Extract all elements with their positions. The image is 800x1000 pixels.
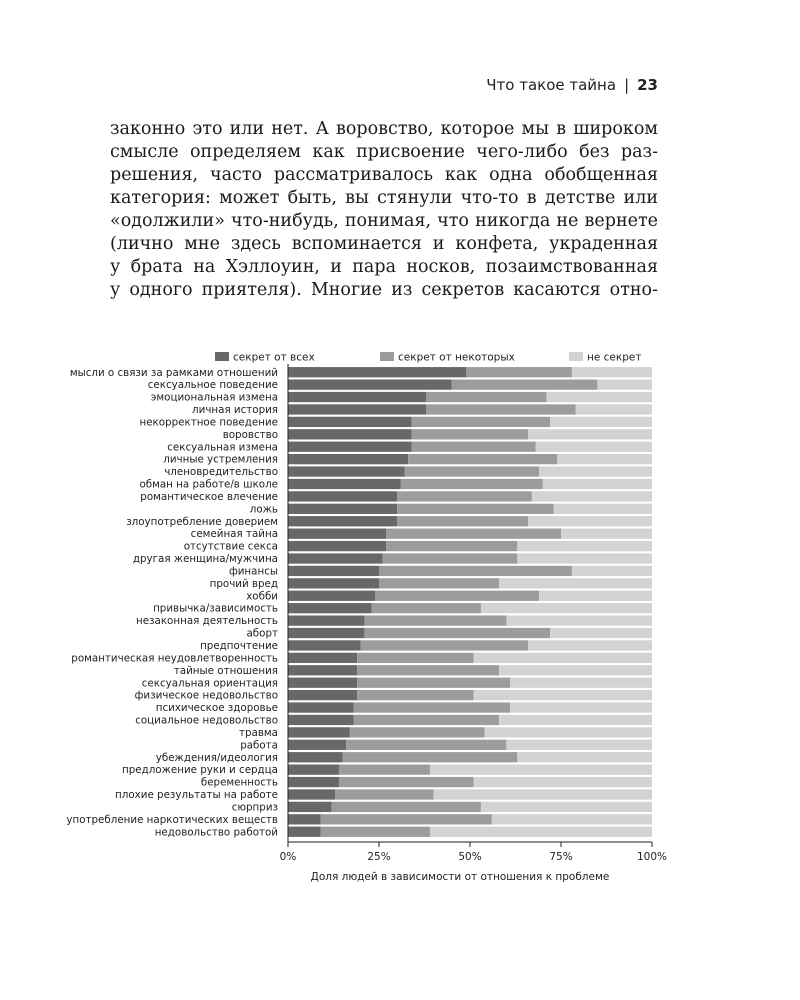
category-label: другая женщина/мужчина — [132, 553, 278, 566]
bar-segment — [288, 566, 379, 576]
bar-segment — [288, 702, 354, 712]
bar-segment — [335, 789, 433, 799]
bar-segment — [288, 715, 354, 725]
bar-segment — [576, 404, 652, 414]
bar-segment — [408, 454, 557, 464]
bar-segment — [288, 765, 339, 775]
chapter-title: Что такое тайна — [486, 76, 617, 94]
bar-segment — [383, 553, 518, 563]
category-label: романтическое влечение — [140, 490, 278, 503]
bar-segment — [288, 727, 350, 737]
x-tick-label: 75% — [549, 850, 573, 863]
bar-segment — [554, 504, 652, 514]
category-label: плохие результаты на работе — [115, 789, 278, 802]
header-separator: | — [624, 76, 630, 94]
bar-segment — [404, 466, 539, 476]
stacked-bar-chart — [0, 340, 800, 900]
x-tick-label: 50% — [458, 850, 482, 863]
bar-segment — [354, 715, 500, 725]
bar-segment — [288, 640, 361, 650]
bar-segment — [430, 827, 652, 837]
bar-segment — [379, 578, 499, 588]
bar-segment — [572, 367, 652, 377]
legend-swatch — [215, 352, 229, 361]
category-label: воровство — [222, 428, 278, 441]
bar-segment — [528, 429, 652, 439]
category-label: недовольство работой — [154, 826, 278, 839]
category-label: тайные отношения — [173, 664, 278, 677]
bar-segment — [536, 442, 652, 452]
bar-segment — [550, 417, 652, 427]
category-label: ложь — [249, 503, 278, 516]
bar-segment — [474, 777, 652, 787]
bar-segment — [517, 752, 652, 762]
x-axis-title: Доля людей в зависимости от отношения к проблеме — [310, 870, 610, 883]
legend-label: секрет от некоторых — [398, 351, 515, 364]
bar-segment — [288, 578, 379, 588]
bar-segment — [561, 529, 652, 539]
category-label: привычка/зависимость — [153, 602, 278, 615]
x-tick-label: 100% — [636, 850, 668, 863]
category-label: употребление наркотических веществ — [66, 813, 278, 826]
bar-segment — [492, 814, 652, 824]
category-label: сексуальная измена — [167, 441, 278, 454]
bar-segment — [485, 727, 652, 737]
bar-segment — [499, 715, 652, 725]
bar-segment — [288, 678, 357, 688]
paragraph-line: законно это или нет. А воровство, которое мы в широком — [110, 119, 658, 139]
bar-segment — [532, 491, 652, 501]
bar-segment — [481, 603, 652, 613]
category-label: аборт — [246, 627, 278, 640]
category-label: травма — [239, 726, 278, 739]
paragraph-line: категория: может быть, вы стянули что-то в детстве или — [110, 188, 658, 208]
category-label: некорректное поведение — [139, 416, 278, 429]
bar-segment — [288, 466, 404, 476]
bar-segment — [517, 541, 652, 551]
bar-segment — [499, 578, 652, 588]
bar-segment — [546, 392, 652, 402]
bar-segment — [288, 454, 408, 464]
bar-segment — [597, 379, 652, 389]
bar-segment — [481, 802, 652, 812]
paragraph-line: у брата на Хэллоуин, и пара носков, позаимствованная — [110, 257, 658, 277]
bar-segment — [288, 665, 357, 675]
bar-segment — [288, 529, 386, 539]
bar-segment — [288, 653, 357, 663]
bar-segment — [426, 392, 546, 402]
paragraph-line: у одного приятеля). Многие из секретов касаются отно- — [110, 280, 658, 300]
bar-segment — [357, 665, 499, 675]
legend-label: секрет от всех — [233, 351, 315, 364]
bar-segment — [386, 541, 517, 551]
bar-segment — [339, 777, 474, 787]
bar-segment — [506, 615, 652, 625]
bar-segment — [288, 491, 397, 501]
bar-segment — [288, 404, 426, 414]
bar-segment — [288, 827, 321, 837]
category-label: отсутствие секса — [183, 540, 278, 553]
bar-segment — [401, 479, 543, 489]
bar-segment — [288, 553, 383, 563]
bar-segment — [430, 765, 652, 775]
x-tick-label: 0% — [279, 850, 297, 863]
bar-segment — [510, 678, 652, 688]
bar-segment — [434, 789, 652, 799]
bar-segment — [379, 566, 572, 576]
category-label: прочий вред — [209, 577, 278, 590]
category-label: сексуальная ориентация — [141, 677, 278, 690]
category-label: беременность — [200, 776, 278, 789]
category-label: предложение руки и сердца — [122, 764, 278, 777]
bar-segment — [499, 665, 652, 675]
paragraph-line: «одолжили» что-нибудь, понимая, что никогда не вернете — [110, 211, 658, 231]
paragraph-line: (лично мне здесь вспоминается и конфета, украденная — [110, 234, 658, 254]
bar-segment — [321, 827, 430, 837]
bar-segment — [528, 640, 652, 650]
bar-segment — [412, 442, 536, 452]
bar-segment — [343, 752, 518, 762]
bar-segment — [364, 615, 506, 625]
category-label: сексуальное поведение — [147, 379, 278, 392]
bar-segment — [543, 479, 652, 489]
bar-segment — [361, 640, 528, 650]
x-tick-label: 25% — [367, 850, 391, 863]
category-label: злоупотребление доверием — [126, 515, 278, 528]
category-label: незаконная деятельность — [135, 615, 278, 628]
bar-segment — [288, 541, 386, 551]
bar-segment — [375, 591, 539, 601]
bar-segment — [288, 429, 412, 439]
bar-segment — [550, 628, 652, 638]
bar-segment — [357, 678, 510, 688]
category-label: эмоциональная измена — [150, 391, 278, 404]
category-label: предпочтение — [200, 640, 278, 652]
bar-segment — [350, 727, 485, 737]
bar-segment — [346, 740, 506, 750]
bar-segment — [288, 392, 426, 402]
bar-segment — [288, 442, 412, 452]
bar-segment — [321, 814, 492, 824]
bar-segment — [474, 653, 652, 663]
bar-segment — [426, 404, 575, 414]
category-label: хобби — [246, 590, 278, 603]
bar-segment — [539, 466, 652, 476]
category-label: обман на работе/в школе — [139, 478, 278, 491]
bar-segment — [357, 653, 473, 663]
category-label: семейная тайна — [190, 528, 278, 541]
bar-segment — [288, 615, 364, 625]
body-paragraph — [110, 118, 658, 302]
category-label: социальное недовольство — [135, 714, 278, 727]
category-label: финансы — [228, 565, 278, 578]
bar-segment — [412, 429, 528, 439]
category-label: романтическая неудовлетворенность — [71, 652, 278, 665]
bar-segment — [412, 417, 550, 427]
bar-segment — [572, 566, 652, 576]
bar-segment — [557, 454, 652, 464]
category-label: личная история — [192, 404, 278, 417]
bar-segment — [364, 628, 550, 638]
bar-segment — [288, 814, 321, 824]
bar-segment — [288, 740, 346, 750]
bar-segment — [510, 702, 652, 712]
bar-segment — [339, 765, 430, 775]
bar-segment — [386, 529, 561, 539]
bar-segment — [288, 379, 452, 389]
bar-segment — [474, 690, 652, 700]
category-label: убеждения/идеология — [155, 751, 278, 764]
bar-segment — [506, 740, 652, 750]
bar-segment — [528, 516, 652, 526]
bar-segment — [288, 367, 466, 377]
category-label: работа — [240, 739, 278, 752]
bar-segment — [357, 690, 473, 700]
category-label: психическое здоровье — [155, 702, 278, 715]
legend-label: не секрет — [587, 351, 642, 364]
bar-segment — [372, 603, 481, 613]
bar-segment — [288, 802, 332, 812]
paragraph-line: решения, часто рассматривалось как одна обобщенная — [110, 165, 658, 185]
bar-segment — [288, 628, 364, 638]
bar-segment — [354, 702, 511, 712]
bar-segment — [288, 777, 339, 787]
running-head — [440, 76, 658, 94]
category-label: мысли о связи за рамками отношений — [69, 366, 278, 379]
bar-segment — [288, 417, 412, 427]
bar-segment — [517, 553, 652, 563]
category-label: сюрприз — [231, 801, 278, 814]
legend-swatch — [380, 352, 394, 361]
bar-segment — [397, 516, 528, 526]
bar-segment — [288, 591, 375, 601]
category-label: членовредительство — [164, 466, 278, 479]
bar-segment — [332, 802, 481, 812]
category-label: личные устремления — [163, 453, 278, 466]
bar-segment — [288, 516, 397, 526]
bar-segment — [288, 690, 357, 700]
bar-segment — [539, 591, 652, 601]
category-label: физическое недовольство — [134, 689, 278, 702]
bar-segment — [288, 504, 397, 514]
bar-segment — [466, 367, 572, 377]
bar-segment — [288, 752, 343, 762]
page-number: 23 — [637, 76, 658, 94]
bar-segment — [452, 379, 598, 389]
bar-segment — [397, 504, 554, 514]
bar-segment — [288, 603, 372, 613]
bar-segment — [288, 789, 335, 799]
bar-segment — [397, 491, 532, 501]
bar-segment — [288, 479, 401, 489]
paragraph-line: смысле определяем как присвоение чего-либо без раз- — [110, 142, 658, 162]
legend-swatch — [569, 352, 583, 361]
